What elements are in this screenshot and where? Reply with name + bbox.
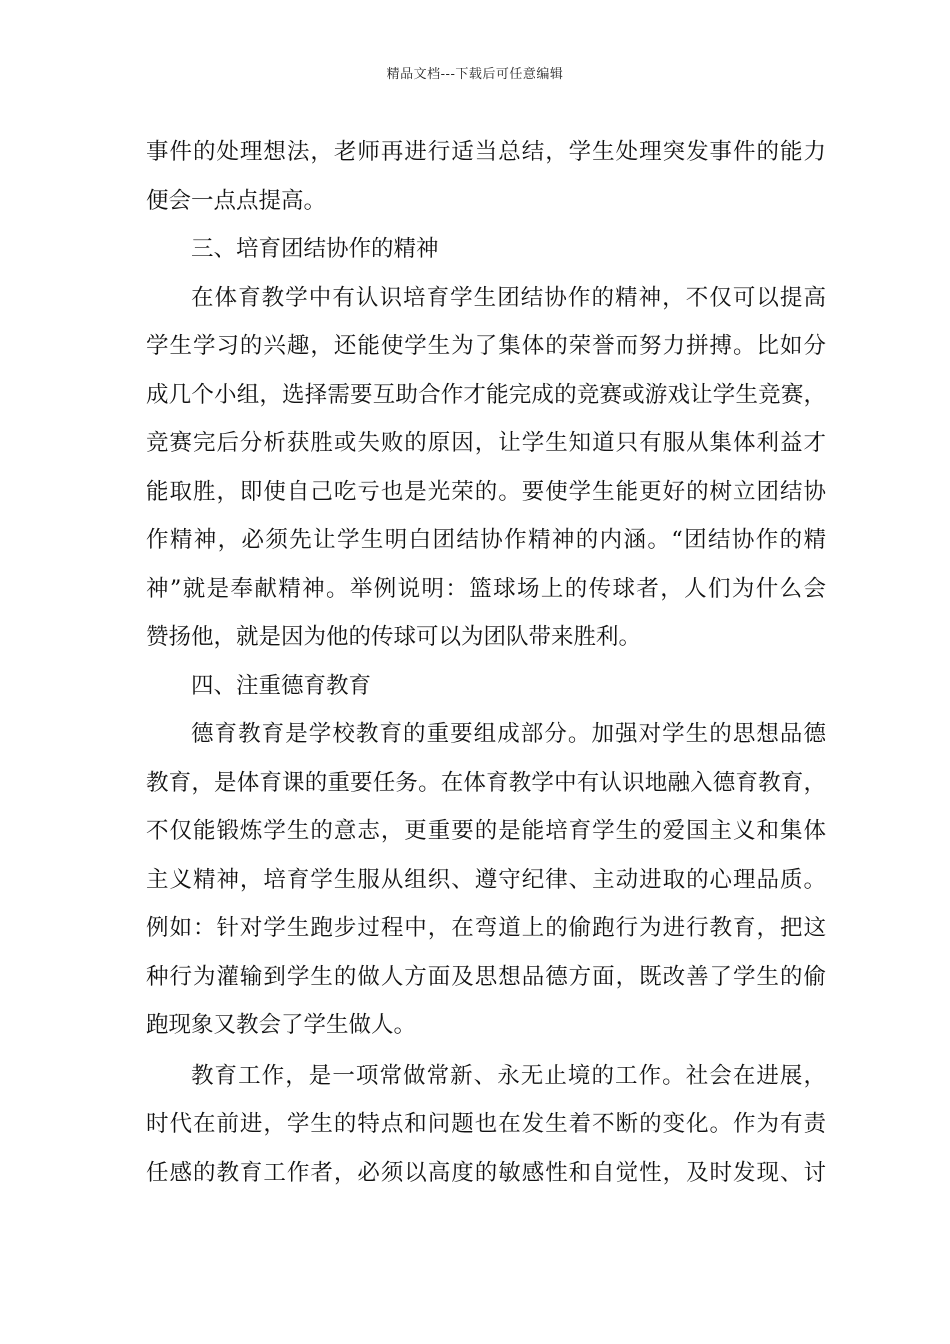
text-line: 成几个小组，选择需要互助合作才能完成的竞赛或游戏让学生竞赛，: [146, 381, 826, 408]
text-line: 竞赛完后分析获胜或失败的原因，让学生知道只有服从集体利益才: [146, 430, 826, 456]
text-line: 事件的处理想法，老师再进行适当总结，学生处理突发事件的能力: [146, 139, 826, 165]
text-line: 教育，是体育课的重要任务。在体育教学中有认识地融入德育教育，: [146, 769, 826, 796]
section-heading: 三、培育团结协作的精神: [191, 236, 439, 262]
section-heading: 四、注重德育教育: [191, 672, 372, 699]
text-line: 神”就是奉献精神。举例说明：篮球场上的传球者，人们为什么会: [146, 575, 826, 602]
text-line: 主义精神，培育学生服从组织、遵守纪律、主动进取的心理品质。: [146, 866, 826, 893]
text-line: 便会一点点提高。: [146, 187, 327, 214]
page-header: 精品文档---下载后可任意编辑: [386, 67, 564, 82]
text-line: 作精神，必须先让学生明白团结协作精神的内涵。“团结协作的精: [146, 527, 826, 553]
text-line: 德育教育是学校教育的重要组成部分。加强对学生的思想品德: [191, 721, 826, 747]
text-line: 例如：针对学生跑步过程中，在弯道上的偷跑行为进行教育，把这: [146, 915, 826, 941]
text-line: 在体育教学中有认识培育学生团结协作的精神，不仅可以提高: [191, 284, 826, 311]
text-line: 学生学习的兴趣，还能使学生为了集体的荣誉而努力拼搏。比如分: [146, 333, 826, 359]
text-line: 教育工作，是一项常做常新、永无止境的工作。社会在进展，: [191, 1062, 826, 1089]
text-line: 不仅能锻炼学生的意志，更重要的是能培育学生的爱国主义和集体: [146, 818, 826, 844]
text-line: 种行为灌输到学生的做人方面及思想品德方面，既改善了学生的偷: [146, 963, 826, 990]
text-line: 跑现象又教会了学生做人。: [146, 1012, 417, 1038]
text-line: 任感的教育工作者，必须以高度的敏感性和自觉性，及时发现、讨: [146, 1159, 826, 1186]
body-text: [146, 128, 826, 1197]
text-line: 赞扬他，就是因为他的传球可以为团队带来胜利。: [146, 624, 642, 650]
text-line: 时代在前进，学生的特点和问题也在发生着不断的变化。作为有责: [146, 1111, 826, 1137]
text-line: 能取胜，即使自己吃亏也是光荣的。要使学生能更好的树立团结协: [146, 478, 826, 505]
